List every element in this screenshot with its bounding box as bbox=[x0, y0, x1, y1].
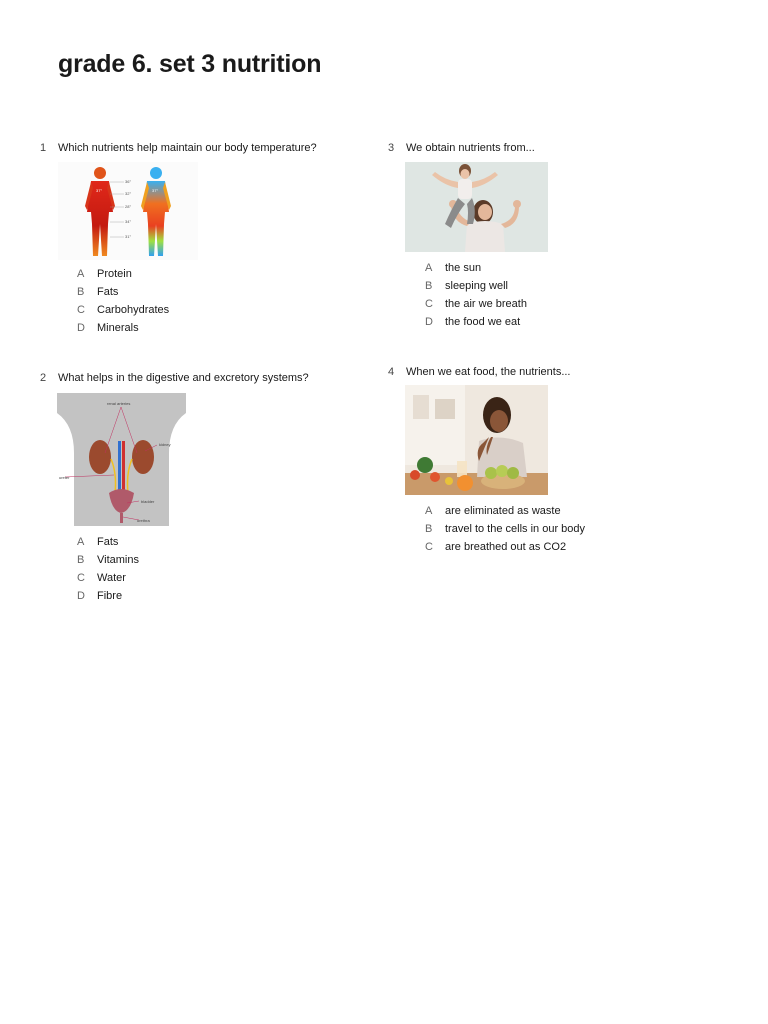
option-letter: D bbox=[77, 322, 85, 334]
option-text: Fibre bbox=[97, 590, 123, 602]
question-number: 4 bbox=[388, 366, 395, 378]
option-text: Water bbox=[97, 572, 126, 584]
svg-text:34°: 34° bbox=[125, 219, 132, 224]
option-text: the food we eat bbox=[445, 316, 521, 328]
option-text: Protein bbox=[97, 268, 132, 280]
option-a[interactable] bbox=[425, 261, 527, 279]
mother-daughter-photo bbox=[405, 162, 548, 252]
svg-text:36°: 36° bbox=[125, 179, 132, 184]
option-letter: D bbox=[77, 590, 85, 602]
option-d[interactable] bbox=[77, 589, 139, 607]
thermal-body-image bbox=[58, 162, 198, 260]
question-number: 2 bbox=[40, 372, 47, 384]
urinary-system-image bbox=[57, 393, 186, 526]
option-a[interactable] bbox=[425, 504, 585, 522]
svg-text:37°: 37° bbox=[152, 188, 159, 193]
svg-text:28°: 28° bbox=[125, 204, 132, 209]
question-2 bbox=[40, 371, 370, 385]
woman-eating-photo bbox=[405, 385, 548, 495]
option-d[interactable] bbox=[77, 321, 169, 339]
question-3 bbox=[388, 141, 718, 155]
option-c[interactable] bbox=[425, 297, 527, 315]
page-title: grade 6. set 3 nutrition bbox=[58, 50, 322, 78]
option-text: the sun bbox=[445, 262, 482, 274]
question-text: We obtain nutrients from... bbox=[406, 142, 535, 154]
svg-text:bladder: bladder bbox=[141, 499, 155, 504]
option-text: Carbohydrates bbox=[97, 304, 170, 316]
option-b[interactable] bbox=[77, 285, 169, 303]
question-1 bbox=[40, 141, 370, 155]
option-c[interactable] bbox=[77, 303, 169, 321]
option-a[interactable] bbox=[77, 535, 139, 553]
option-d[interactable] bbox=[425, 315, 527, 333]
option-text: sleeping well bbox=[445, 280, 508, 292]
option-c[interactable] bbox=[77, 571, 139, 589]
option-b[interactable] bbox=[77, 553, 139, 571]
question-text: When we eat food, the nutrients... bbox=[406, 366, 571, 378]
option-letter: B bbox=[425, 523, 433, 535]
option-letter: A bbox=[77, 536, 85, 548]
options-list bbox=[425, 504, 585, 558]
question-text: Which nutrients help maintain our body temperature? bbox=[58, 142, 317, 154]
option-letter: B bbox=[77, 286, 85, 298]
options-list bbox=[77, 535, 139, 607]
option-text: Minerals bbox=[97, 322, 139, 334]
option-text: Fats bbox=[97, 286, 119, 298]
option-b[interactable] bbox=[425, 522, 585, 540]
question-text: What helps in the digestive and excretory systems? bbox=[58, 372, 309, 384]
option-a[interactable] bbox=[77, 267, 169, 285]
option-letter: D bbox=[425, 316, 433, 328]
option-letter: A bbox=[77, 268, 85, 280]
option-c[interactable] bbox=[425, 540, 585, 558]
svg-text:31°: 31° bbox=[125, 234, 132, 239]
option-b[interactable] bbox=[425, 279, 527, 297]
option-letter: C bbox=[77, 304, 85, 316]
question-number: 3 bbox=[388, 142, 395, 154]
option-letter: C bbox=[425, 298, 433, 310]
svg-text:renal arteries: renal arteries bbox=[107, 401, 131, 406]
option-letter: C bbox=[77, 572, 85, 584]
option-text: the air we breath bbox=[445, 298, 527, 310]
option-text: Fats bbox=[97, 536, 119, 548]
svg-text:ureter: ureter bbox=[59, 475, 70, 480]
option-text: Vitamins bbox=[97, 554, 139, 566]
option-letter: A bbox=[425, 505, 433, 517]
question-4 bbox=[388, 365, 718, 379]
question-number: 1 bbox=[40, 142, 47, 154]
svg-text:kidney: kidney bbox=[159, 442, 171, 447]
options-list bbox=[77, 267, 169, 339]
option-text: travel to the cells in our body bbox=[445, 523, 586, 535]
option-text: are eliminated as waste bbox=[445, 505, 561, 517]
svg-text:urethra: urethra bbox=[137, 518, 150, 523]
option-letter: B bbox=[77, 554, 85, 566]
option-letter: B bbox=[425, 280, 433, 292]
option-letter: C bbox=[425, 541, 433, 553]
option-letter: A bbox=[425, 262, 433, 274]
svg-text:37°: 37° bbox=[96, 188, 103, 193]
option-text: are breathed out as CO2 bbox=[445, 541, 567, 553]
svg-text:32°: 32° bbox=[125, 191, 132, 196]
options-list bbox=[425, 261, 527, 333]
